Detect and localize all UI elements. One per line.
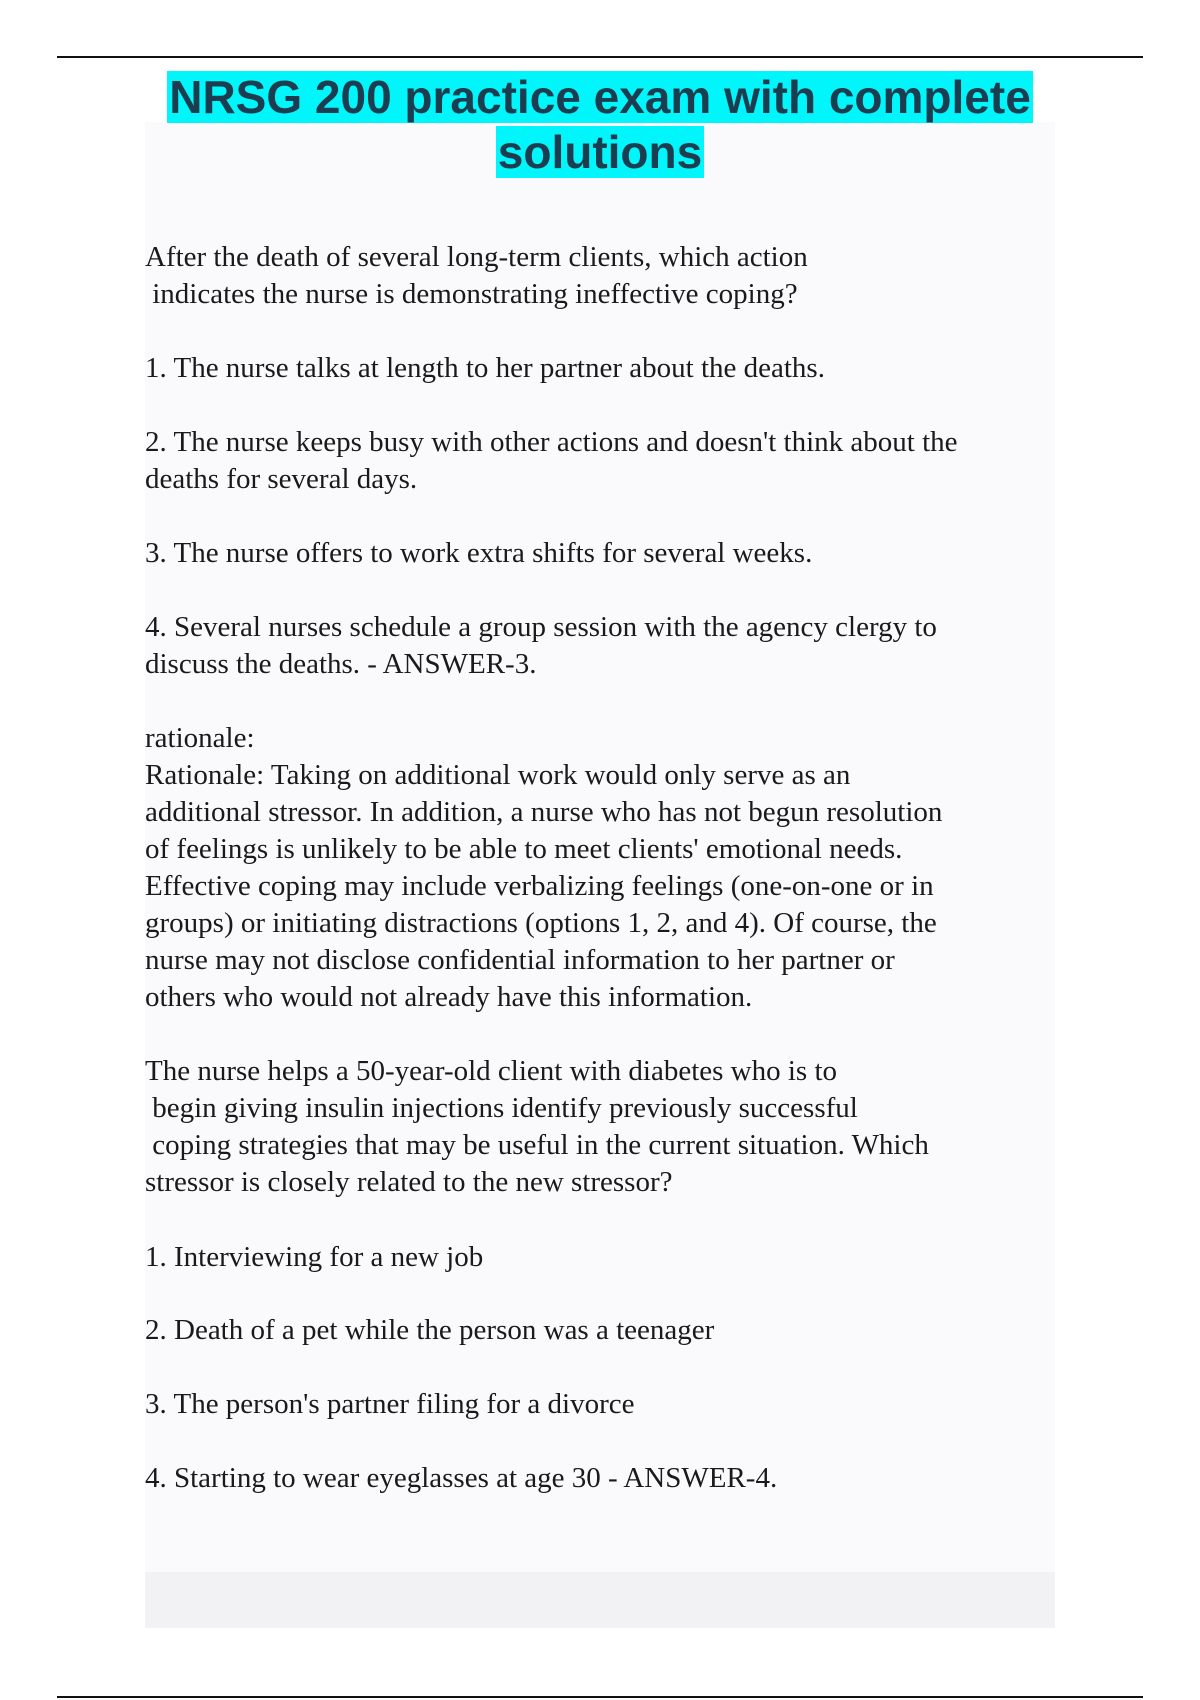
footer-panel bbox=[145, 1572, 1055, 1628]
question-1-option-2: 2. The nurse keeps busy with other actions and doesn't think about the deaths for several days. bbox=[145, 426, 958, 495]
title-line-2: solutions bbox=[497, 126, 703, 178]
question-2-stem: The nurse helps a 50-year-old client with diabetes who is to begin giving insulin injections identify previously successful coping strategies that may be useful in the current situation. Which stressor is closely related to the new stressor? bbox=[145, 1055, 929, 1198]
title-line-1: NRSG 200 practice exam with complete bbox=[169, 71, 1031, 123]
question-1-rationale: rationale: Rationale: Taking on additional work would only serve as an additional stressor. In addition, a nurse who has not begun resolution of feelings is unlikely to be able to meet clients' emotional needs. Effective coping may include verbalizing feelings (one-on-one or in groups) or initiating distractions (options 1, 2, and 4). Of course, the nurse may not disclose confidential information to her partner or others who would not already have this information. bbox=[145, 722, 943, 1013]
question-2-option-2: 2. Death of a pet while the person was a teenager bbox=[145, 1314, 715, 1346]
page-title bbox=[145, 70, 1055, 180]
bottom-rule bbox=[57, 1696, 1143, 1698]
question-1-option-1: 1. The nurse talks at length to her partner about the deaths. bbox=[145, 352, 825, 384]
question-2-option-3: 3. The person's partner filing for a divorce bbox=[145, 1388, 635, 1420]
question-2-option-4-answer: 4. Starting to wear eyeglasses at age 30 - ANSWER-4. bbox=[145, 1462, 778, 1494]
top-rule bbox=[57, 56, 1143, 58]
question-2-option-1: 1. Interviewing for a new job bbox=[145, 1241, 484, 1273]
question-1-option-3: 3. The nurse offers to work extra shifts for several weeks. bbox=[145, 537, 813, 569]
question-1-stem: After the death of several long-term clients, which action indicates the nurse is demonstrating ineffective coping? bbox=[145, 241, 808, 310]
question-1-option-4-answer: 4. Several nurses schedule a group session with the agency clergy to discuss the deaths. - ANSWER-3. bbox=[145, 611, 937, 680]
